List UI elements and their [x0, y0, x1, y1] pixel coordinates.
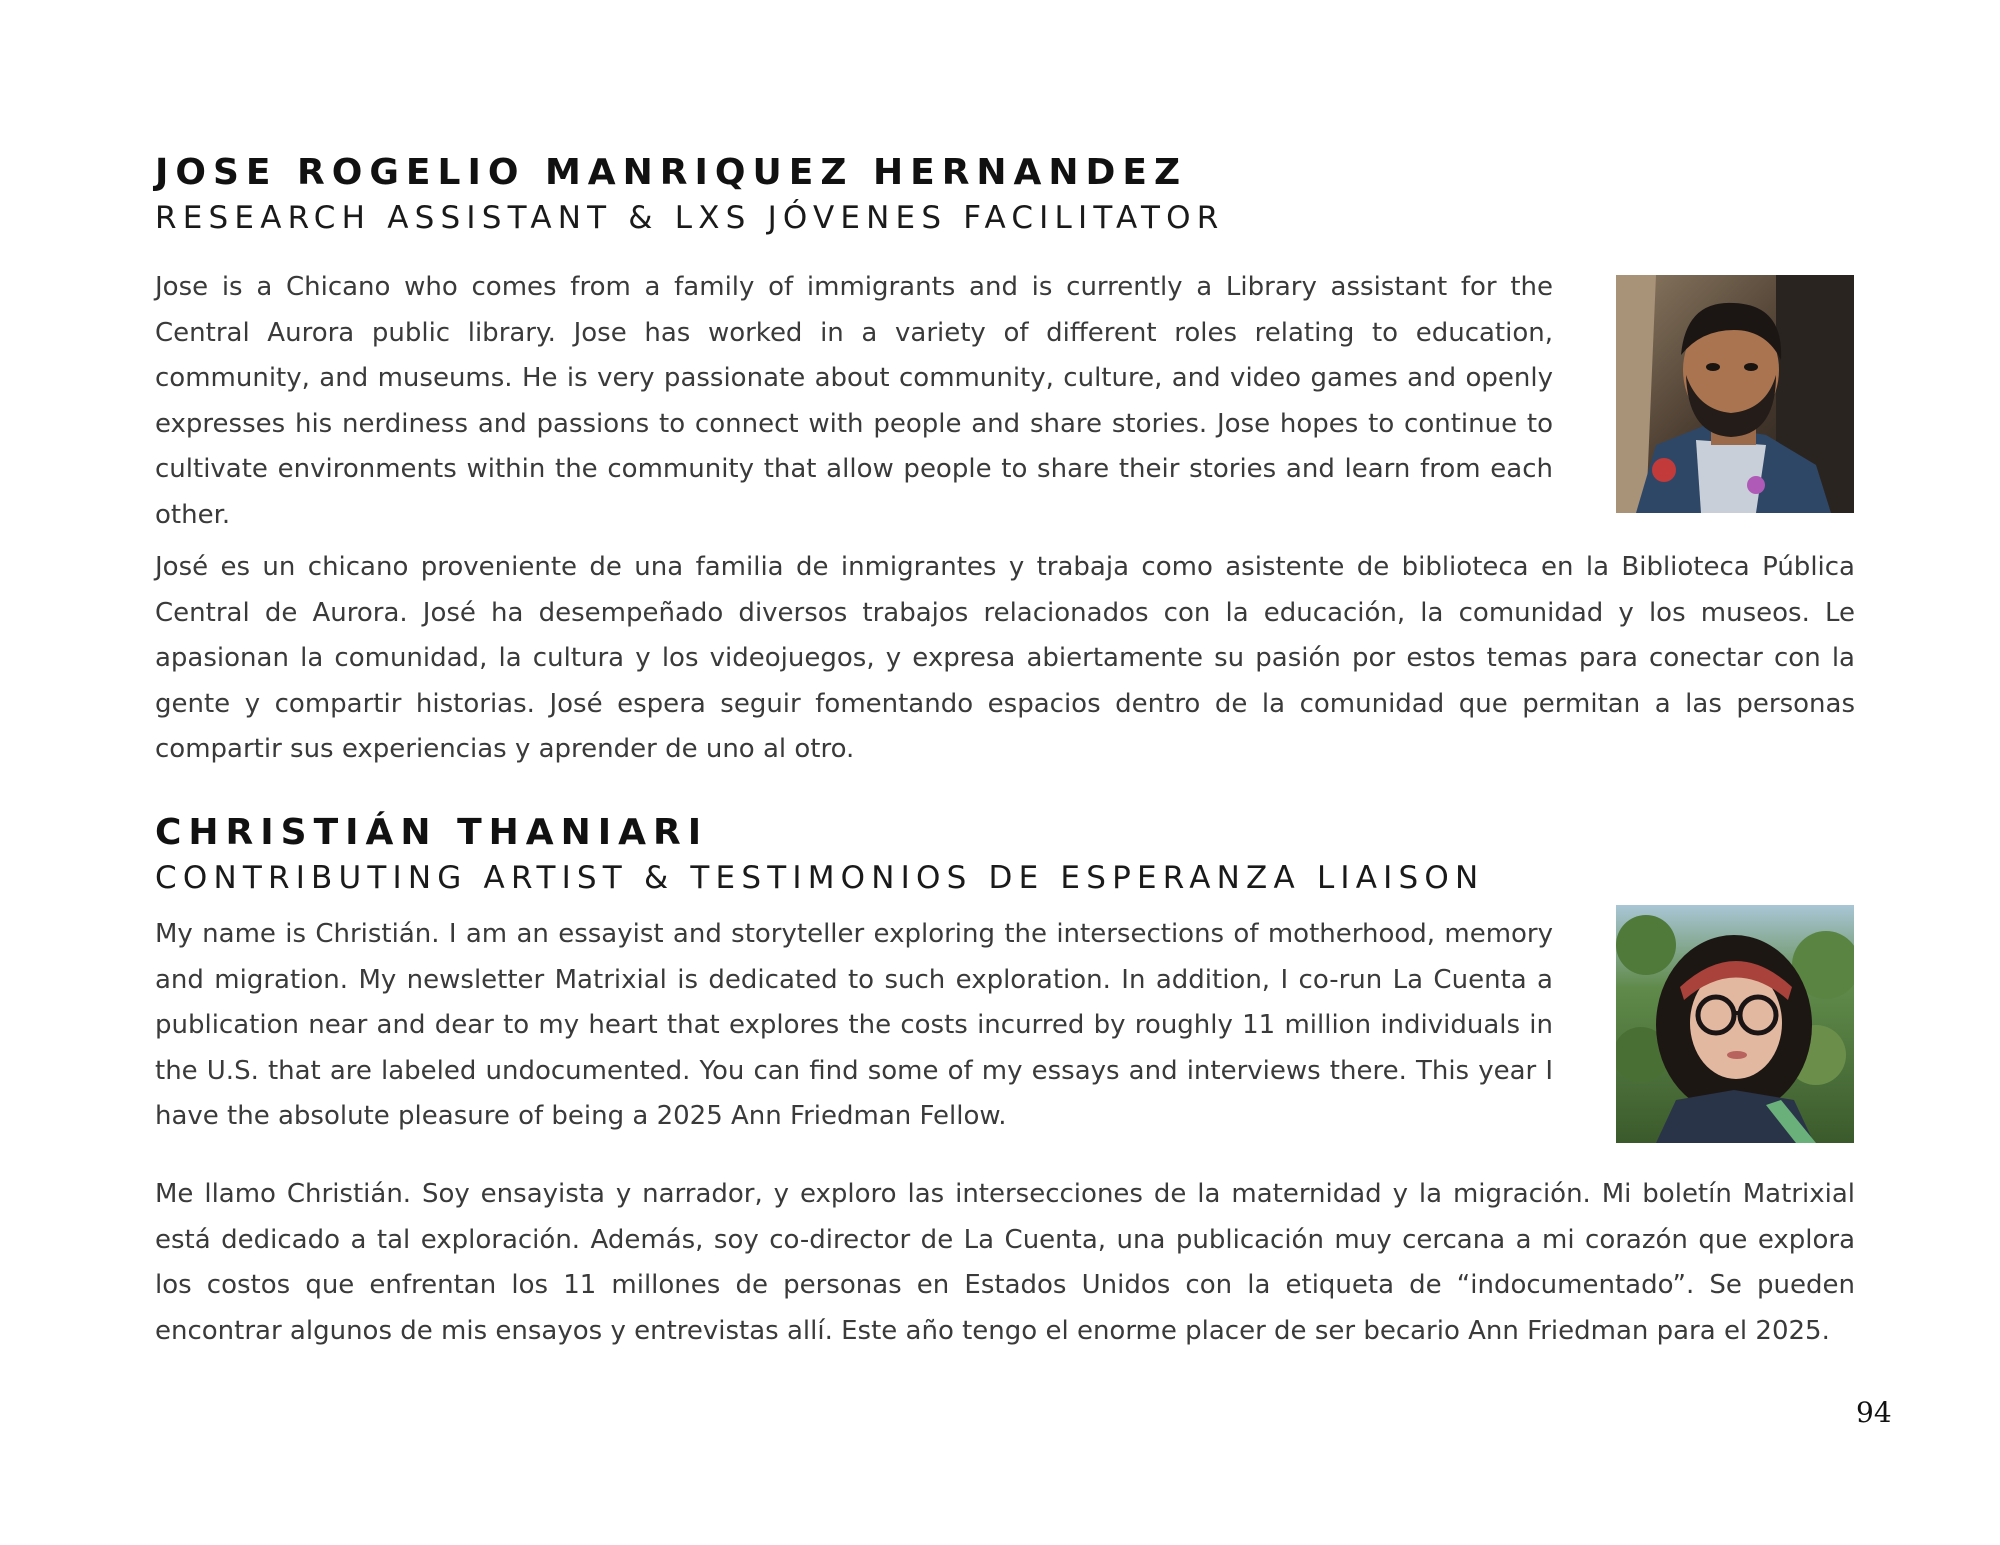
profile-role: RESEARCH ASSISTANT & LXS JÓVENES FACILITATOR [155, 200, 1225, 236]
profile-role: CONTRIBUTING ARTIST & TESTIMONIOS DE ESPERANZA LIAISON [155, 860, 1485, 896]
page-number: 94 [1856, 1396, 1892, 1429]
bio-spanish: José es un chicano proveniente de una familia de inmigrantes y trabaja como asistente de biblioteca en la Biblioteca Pública Central de Aurora. José ha desempeñado diversos trabajos relacionados con la educación, la comunidad y los museos. Le apasionan la comunidad, la cultura y los videojuegos, y expresa abiertamente su pasión por estos temas para conectar con la gente y compartir historias. José espera seguir fomentando espacios dentro de la comunidad que permitan a las personas compartir sus experiencias y aprender de uno al otro. [155, 552, 1855, 764]
bio-english: Jose is a Chicano who comes from a family of immigrants and is currently a Library assistant for the Central Aurora public library. Jose has worked in a variety of different roles relating to education, community, and museums. He is very passionate about community, culture, and video games and openly expresses his nerdiness and passions to connect with people and share stories. Jose hopes to continue to cultivate environments within the community that allow people to share their stories and learn from each other. [155, 272, 1553, 530]
portrait-image [1616, 905, 1854, 1143]
profile-name: JOSE ROGELIO MANRIQUEZ HERNANDEZ [155, 152, 1188, 193]
profile-photo-christian [1616, 905, 1854, 1143]
profile-photo-jose [1616, 275, 1854, 513]
bio-spanish: Me llamo Christián. Soy ensayista y narrador, y exploro las intersecciones de la maternidad y la migración. Mi boletín Matrixial está dedicado a tal exploración. Además, soy co-director de La Cuenta, una publicación muy cercana a mi corazón que explora los costos que enfrentan los 11 millones de personas en Estados Unidos con la etiqueta de “indocumentado”. Se pueden encontrar algunos de mis ensayos y entrevistas allí. Este año tengo el enorme placer de ser becario Ann Friedman para el 2025. [155, 1179, 1855, 1346]
profile-jose [155, 150, 1855, 240]
profile-christian [155, 810, 1855, 900]
portrait-image [1616, 275, 1854, 513]
profile-name: CHRISTIÁN THANIARI [155, 812, 709, 853]
bio-english: My name is Christián. I am an essayist and storyteller exploring the intersections of motherhood, memory and migration. My newsletter Matrixial is dedicated to such exploration. In addition, I co-run La Cuenta a publication near and dear to my heart that explores the costs incurred by roughly 11 million individuals in the U.S. that are labeled undocumented. You can find some of my essays and interviews there. This year I have the absolute pleasure of being a 2025 Ann Friedman Fellow. [155, 919, 1553, 1131]
